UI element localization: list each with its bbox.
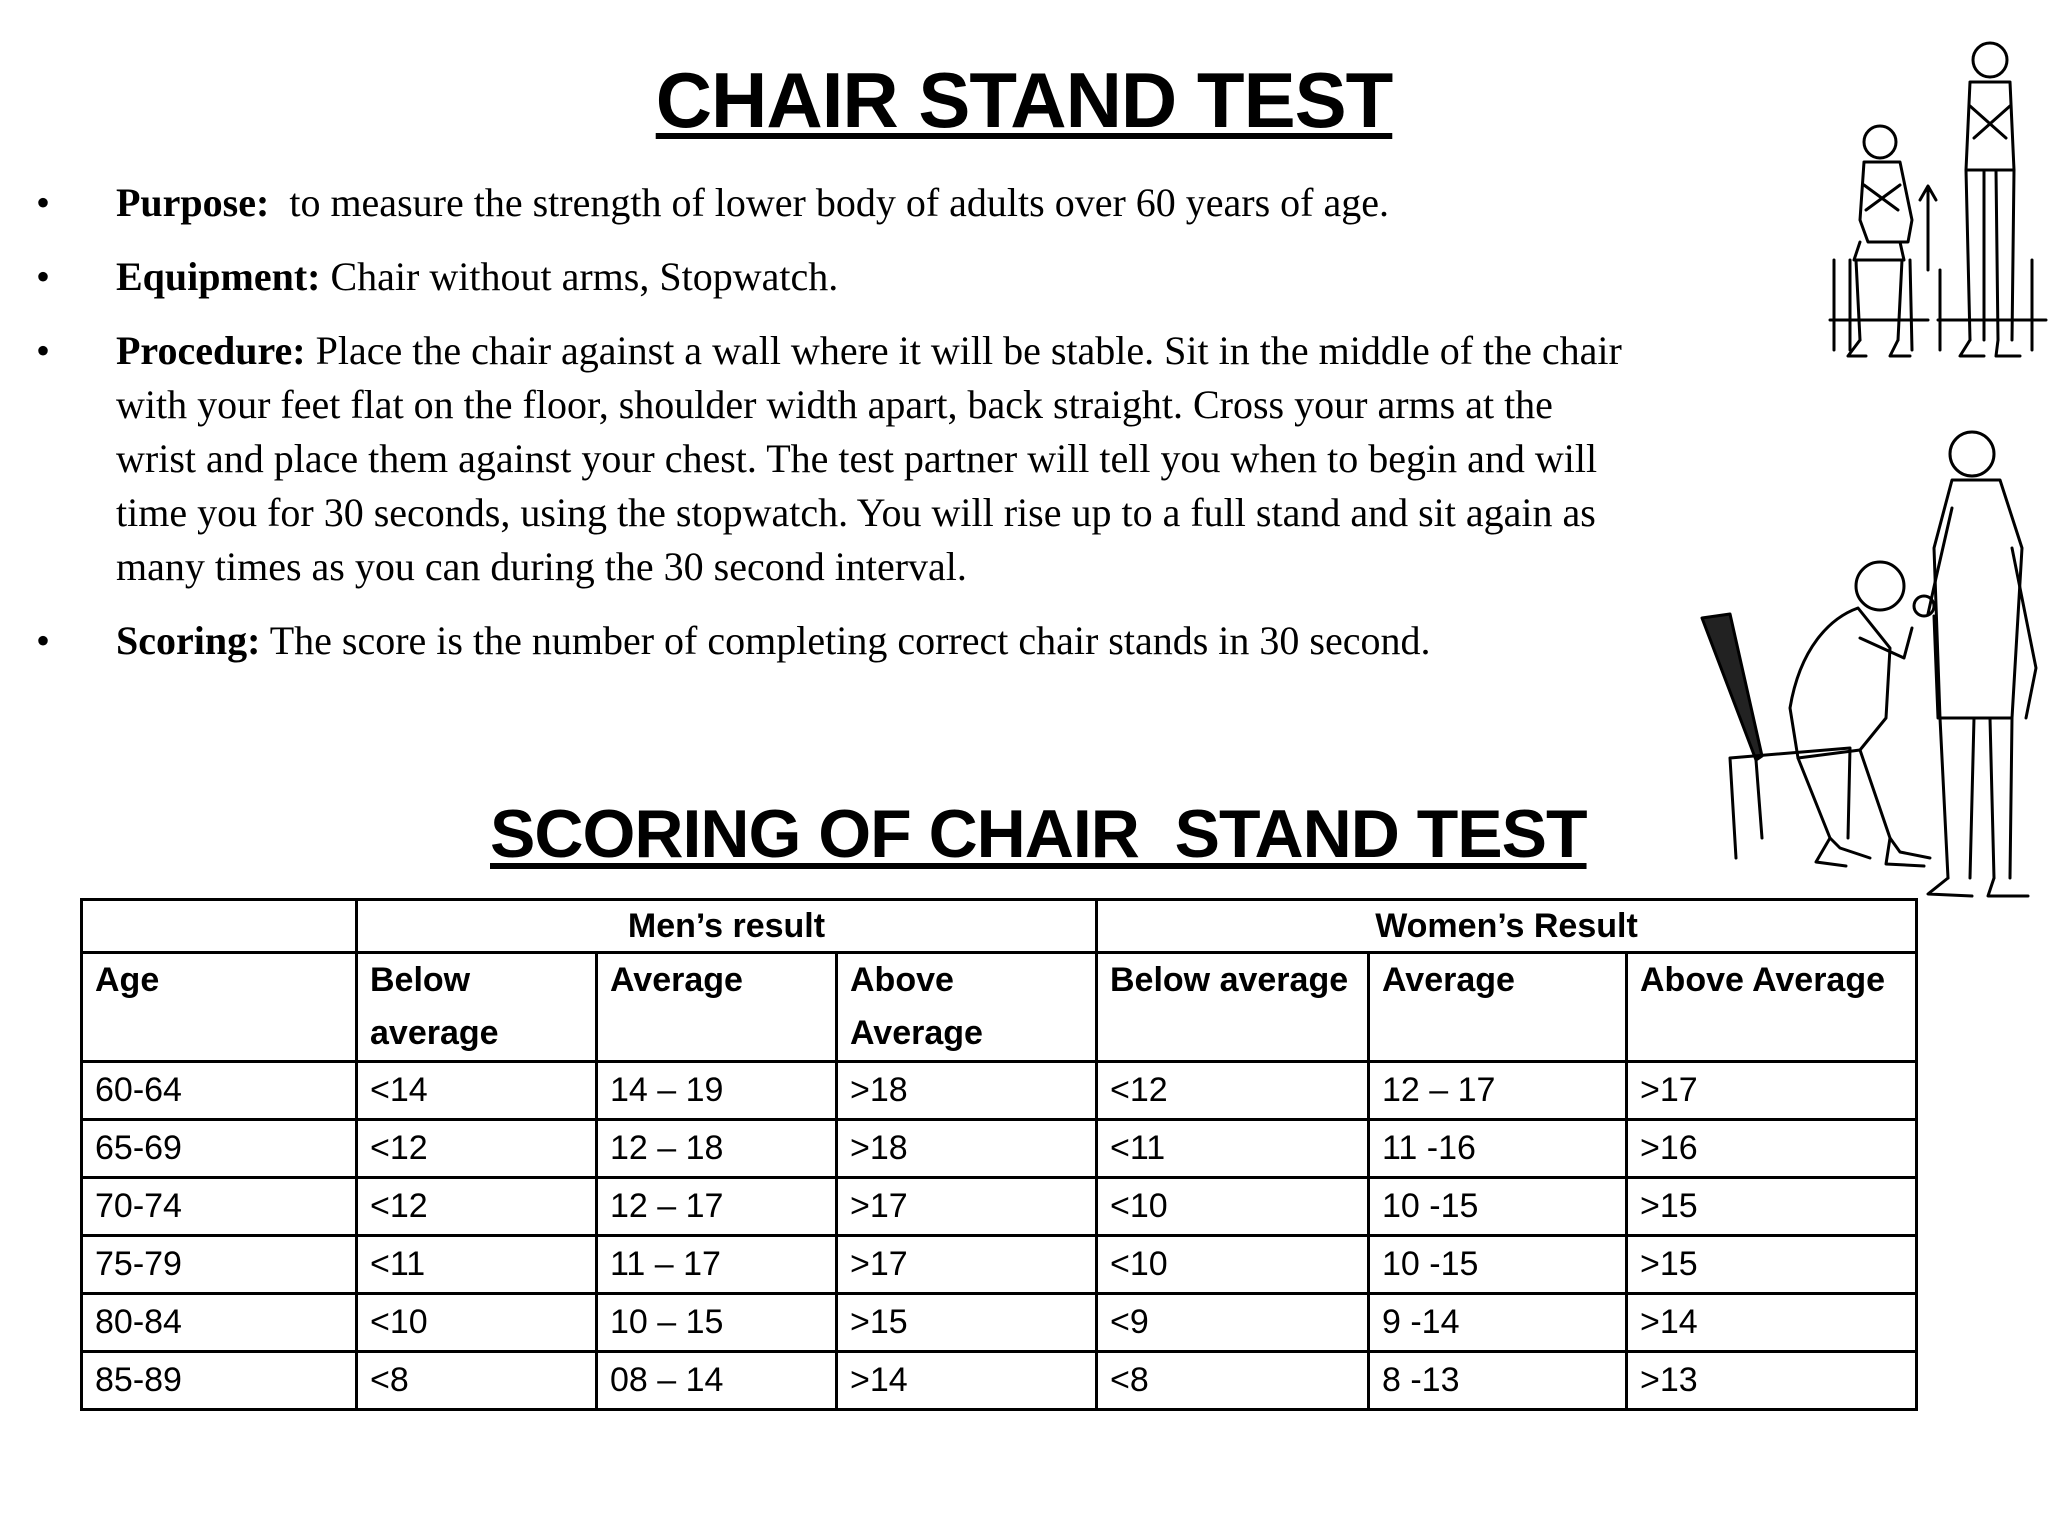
purpose-label: Purpose: (116, 180, 270, 225)
page-title: CHAIR STAND TEST (655, 56, 1393, 144)
column-header: Below average (1097, 953, 1369, 1062)
table-cell: <9 (1097, 1294, 1369, 1352)
procedure-text: Place the chair against a wall where it will be stable. Sit in the middle of the chair with your feet flat on the floor, shoulder width apart, back straight. Cross your arms at the wrist and place them against your chest. The test partner will tell you when to begin and will time you for 30 seconds, using the stopwatch. You will rise up to a full stand and sit again as many times as you can during the 30 second interval. (116, 328, 1632, 589)
table-cell: <14 (357, 1062, 597, 1120)
table-cell: >15 (1627, 1178, 1917, 1236)
table-row (82, 1294, 1917, 1352)
scoring-title: SCORING OF CHAIR STAND TEST (490, 796, 1587, 872)
purpose-item (36, 176, 1676, 230)
table-cell: >17 (1627, 1062, 1917, 1120)
scoring-text: The score is the number of completing correct chair stands in 30 second. (260, 618, 1431, 663)
procedure-item (36, 324, 1636, 594)
bullet-glyph: • (36, 254, 51, 299)
table-cell: <10 (1097, 1178, 1369, 1236)
table-cell: <10 (357, 1294, 597, 1352)
table-cell: 11 – 17 (597, 1236, 837, 1294)
table-cell: 10 -15 (1369, 1178, 1627, 1236)
table-cell: 85-89 (82, 1352, 357, 1410)
scoring-table (80, 898, 1918, 1411)
table-cell: >14 (837, 1352, 1097, 1410)
table-row (82, 1120, 1917, 1178)
table-cell: >15 (837, 1294, 1097, 1352)
table-cell: >17 (837, 1236, 1097, 1294)
table-cell: <12 (357, 1178, 597, 1236)
table-cell: <11 (1097, 1120, 1369, 1178)
table-cell: 10 -15 (1369, 1236, 1627, 1294)
womens-result-header: Women’s Result (1097, 900, 1917, 953)
table-cell: 12 – 18 (597, 1120, 837, 1178)
table-cell: 12 – 17 (1369, 1062, 1627, 1120)
table-cell: 80-84 (82, 1294, 357, 1352)
table-cell: 75-79 (82, 1236, 357, 1294)
table-cell: 8 -13 (1369, 1352, 1627, 1410)
column-header: Age (82, 953, 357, 1062)
table-cell: >13 (1627, 1352, 1917, 1410)
bullet-glyph: • (36, 180, 51, 225)
table-row (82, 1236, 1917, 1294)
column-header: Above Average (837, 953, 1097, 1062)
seated-and-standing-figures-illustration (1820, 20, 2048, 370)
column-header: Below average (357, 953, 597, 1062)
table-cell: 11 -16 (1369, 1120, 1627, 1178)
table-cell: <12 (357, 1120, 597, 1178)
table-cell: >18 (837, 1120, 1097, 1178)
table-cell: <12 (1097, 1062, 1369, 1120)
table-row (82, 1352, 1917, 1410)
table-cell: 10 – 15 (597, 1294, 837, 1352)
table-group-header-row (82, 900, 1917, 953)
table-cell: 60-64 (82, 1062, 357, 1120)
table-cell: <8 (1097, 1352, 1369, 1410)
table-cell: <8 (357, 1352, 597, 1410)
table-cell: >15 (1627, 1236, 1917, 1294)
table-cell: <11 (357, 1236, 597, 1294)
table-cell: 70-74 (82, 1178, 357, 1236)
table-cell: 08 – 14 (597, 1352, 837, 1410)
table-cell: 9 -14 (1369, 1294, 1627, 1352)
table-row (82, 1178, 1917, 1236)
scoring-label: Scoring: (116, 618, 261, 663)
equipment-label: Equipment: (116, 254, 321, 299)
table-cell: 12 – 17 (597, 1178, 837, 1236)
table-cell: <10 (1097, 1236, 1369, 1294)
procedure-label: Procedure: (116, 328, 306, 373)
table-cell: >17 (837, 1178, 1097, 1236)
table-empty-corner (82, 900, 357, 953)
scoring-item (36, 614, 1676, 668)
table-cell: >14 (1627, 1294, 1917, 1352)
table-cell: >16 (1627, 1120, 1917, 1178)
bullet-glyph: • (36, 328, 51, 373)
table-cell: >18 (837, 1062, 1097, 1120)
table-cell: 14 – 19 (597, 1062, 837, 1120)
instructions-list (36, 176, 1676, 688)
purpose-text: to measure the strength of lower body of adults over 60 years of age. (269, 180, 1389, 225)
column-header: Above Average (1627, 953, 1917, 1062)
table-cell: 65-69 (82, 1120, 357, 1178)
bullet-glyph: • (36, 618, 51, 663)
chair-stand-with-timer-illustration (1690, 418, 2040, 938)
table-row (82, 1062, 1917, 1120)
column-header: Average (1369, 953, 1627, 1062)
column-header: Average (597, 953, 837, 1062)
equipment-item (36, 250, 1676, 304)
mens-result-header: Men’s result (357, 900, 1097, 953)
equipment-text: Chair without arms, Stopwatch. (320, 254, 839, 299)
table-column-header-row (82, 953, 1917, 1062)
